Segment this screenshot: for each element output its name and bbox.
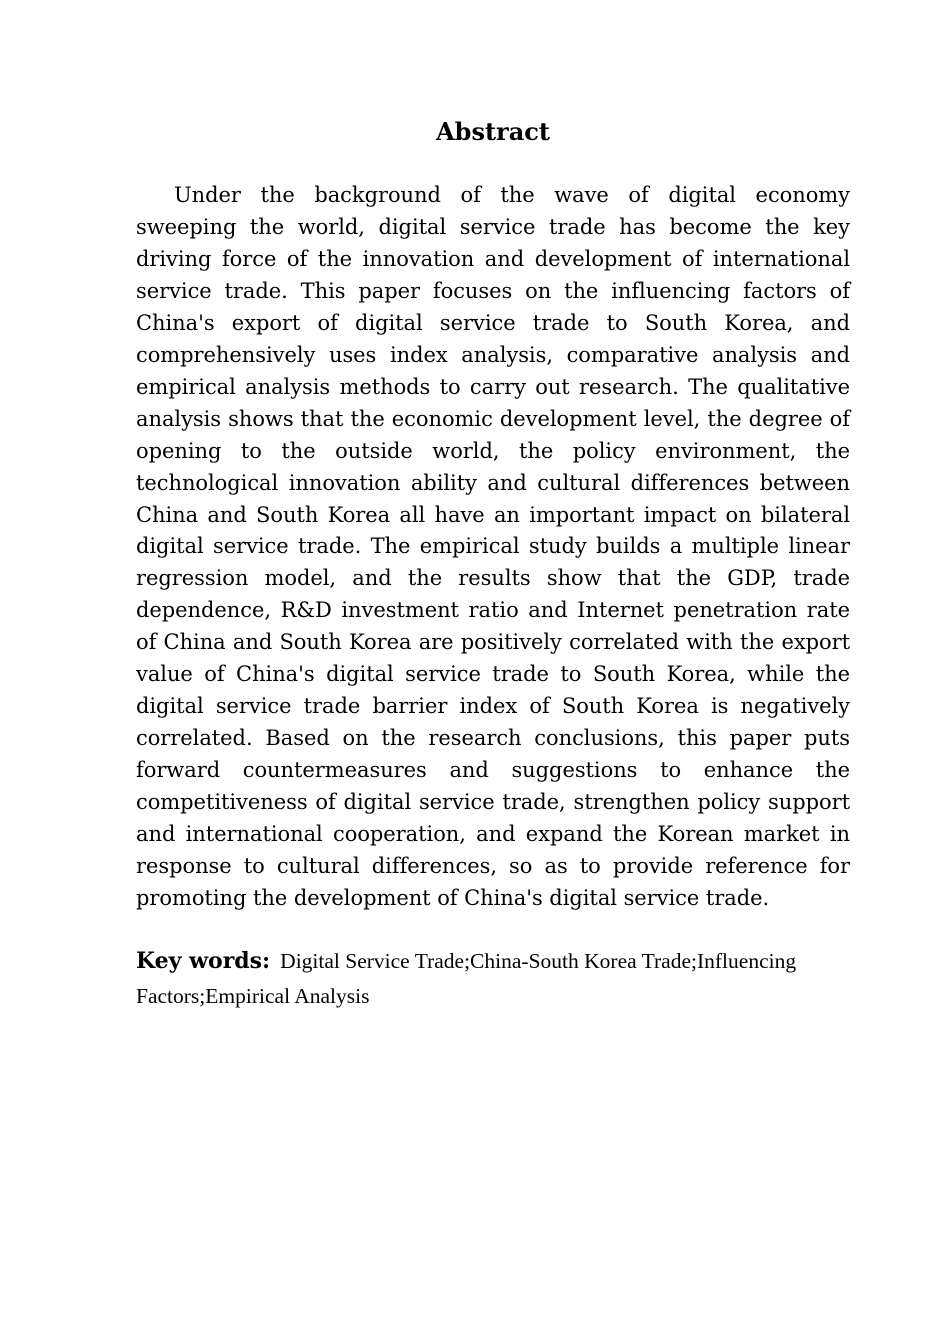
abstract-body: Under the background of the wave of digital economy sweeping the world, digital service trade has become the key driving force of the innovation and development of international service trade. This paper focuses on the influencing factors of China's export of digital service trade to South Korea, and comprehensively uses index analysis, comparative analysis and empirical analysis methods to carry out research. The qualitative analysis shows that the economic development level, the degree of opening to the outside world, the policy environment, the technological innovation ability and cultural differences between China and South Korea all have an important impact on bilateral digital service trade. The empirical study builds a multiple linear regression model, and the results show that the GDP, trade dependence, R&D investment ratio and Internet penetration rate of China and South Korea are positively correlated with the export value of China's digital service trade to South Korea, while the digital service trade barrier index of South Korea is negatively correlated. Based on the research conclusions, this paper puts forward countermeasures and suggestions to enhance the competitiveness of digital service trade, strengthen policy support and international cooperation, and expand the Korean market in response to cultural differences, so as to provide reference for promoting the development of China's digital service trade. <box>136 183 850 910</box>
abstract-title: Abstract <box>436 117 550 146</box>
keywords-line <box>136 945 850 1015</box>
keywords-label: Key words: <box>136 948 271 974</box>
keywords-text: Digital Service Trade;China-South Korea Trade;Influencing Factors;Empirical Analysis <box>136 949 797 1008</box>
